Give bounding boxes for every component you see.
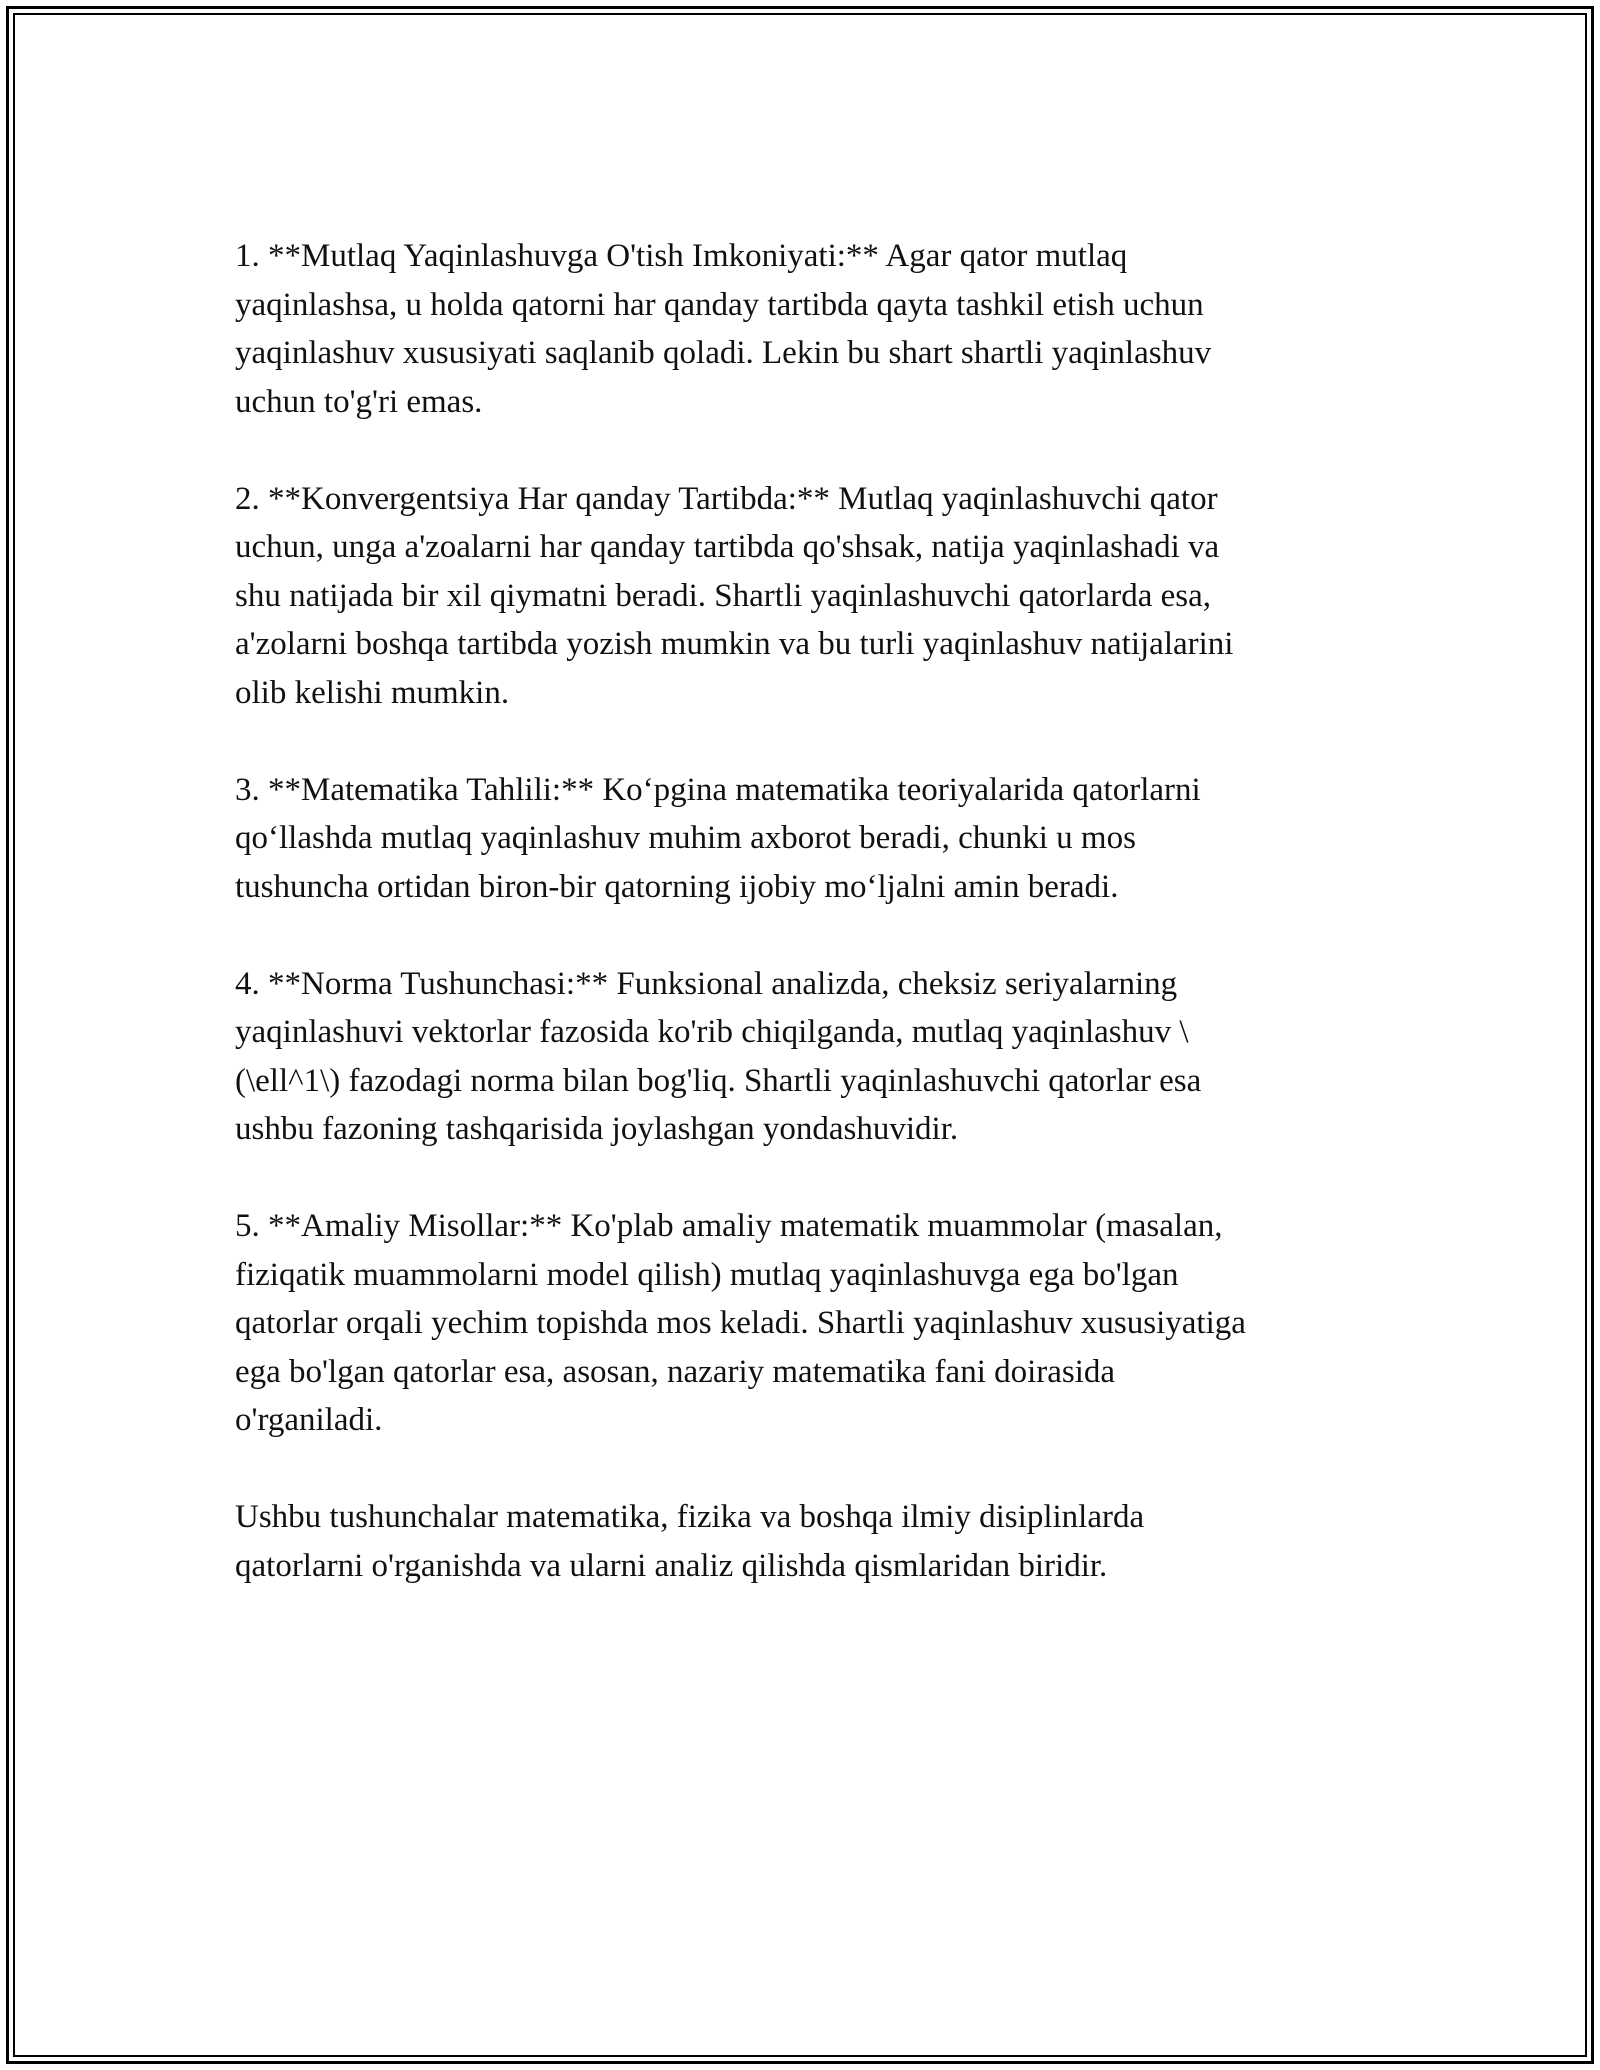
- document-body: [235, 232, 1375, 1590]
- paragraph-item-5: 5. **Amaliy Misollar:** Ko'plab amaliy matematik muammolar (masalan, fiziqatik muammolarni model qilish) mutlaq yaqinlashuvga ega bo'lgan qatorlar orqali yechim topishda mos keladi. Shartli yaqinlashuv xususiyatiga ega bo'lgan qatorlar esa, asosan, nazariy matematika fani doirasida o'rganiladi.: [235, 1208, 1246, 1438]
- paragraph-item-1: 1. **Mutlaq Yaqinlashuvga O'tish Imkoniyati:** Agar qator mutlaq yaqinlashsa, u holda qatorni har qanday tartibda qayta tashkil etish uchun yaqinlashuv xususiyati saqlanib qoladi. Lekin bu shart shartli yaqinlashuv uchun to'g'ri emas.: [235, 238, 1212, 420]
- paragraph-item-4: 4. **Norma Tushunchasi:** Funksional analizda, cheksiz seriyalarning yaqinlashuvi vektorlar fazosida ko'rib chiqilganda, mutlaq yaqinlashuv \ (\ell^1\) fazodagi norma bilan bog'liq. Shartli yaqinlashuvchi qatorlar esa ushbu fazoning tashqarisida joylashgan yondashuvidir.: [235, 965, 1202, 1147]
- paragraph-conclusion: Ushbu tushunchalar matematika, fizika va boshqa ilmiy disiplinlarda qatorlarni o'rganishda va ularni analiz qilishda qismlaridan biridir.: [235, 1499, 1145, 1584]
- paragraph-item-3: 3. **Matematika Tahlili:** Ko‘pgina matematika teoriyalarida qatorlarni qo‘llashda mutlaq yaqinlashuv muhim axborot beradi, chunki u mos tushuncha ortidan biron-bir qatorning ijobiy mo‘ljalni amin beradi.: [235, 771, 1201, 905]
- paragraph-item-2: 2. **Konvergentsiya Har qanday Tartibda:** Mutlaq yaqinlashuvchi qator uchun, unga a'zoalarni har qanday tartibda qo'shsak, natija yaqinlashadi va shu natijada bir xil qiymatni beradi. Shartli yaqinlashuvchi qatorlarda esa, a'zolarni boshqa tartibda yozish mumkin va bu turli yaqinlashuv natijalarini olib kelishi mumkin.: [235, 480, 1234, 711]
